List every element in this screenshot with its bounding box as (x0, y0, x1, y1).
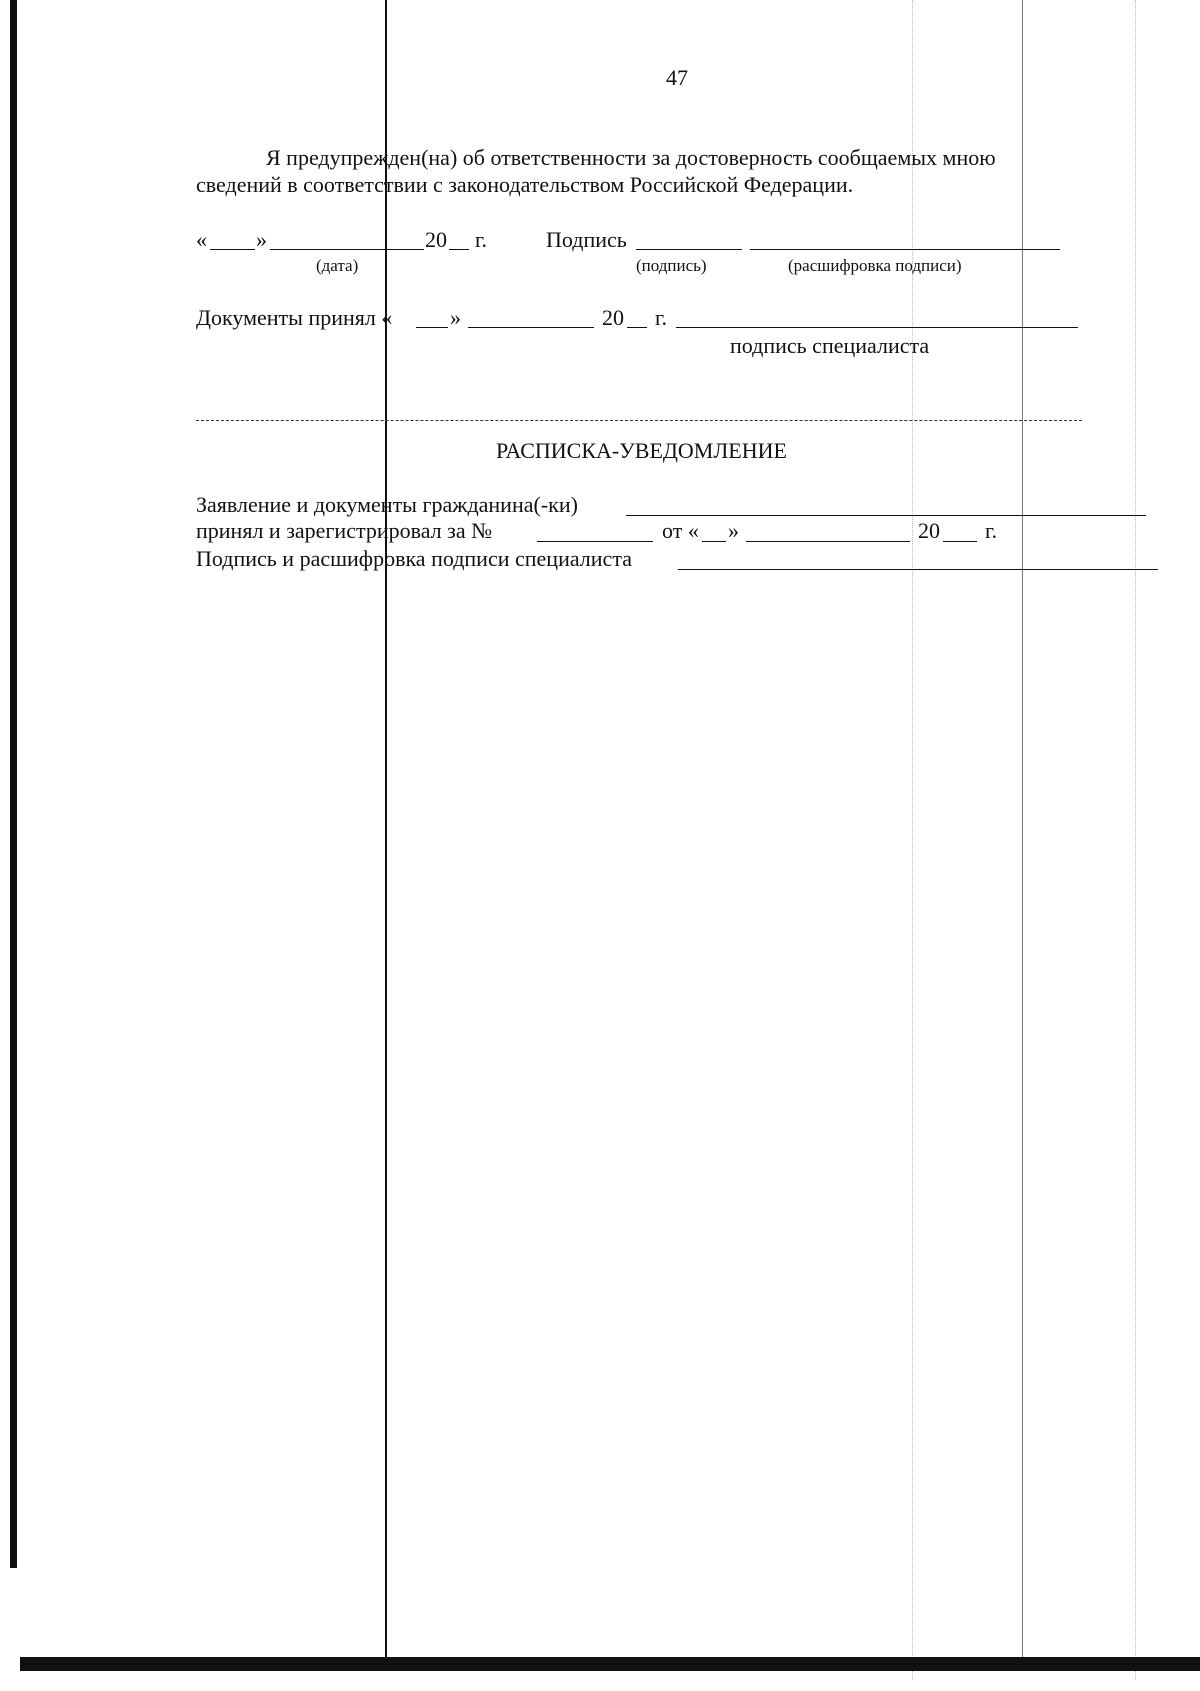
date-close-quote: » (256, 227, 267, 252)
receipt-title: РАСПИСКА-УВЕДОМЛЕНИЕ (496, 438, 787, 463)
accepted-caption: подпись специалиста (730, 333, 930, 358)
page-number: 47 (666, 65, 688, 90)
accepted-year-suffix: г. (655, 305, 668, 330)
accepted-year-blank[interactable] (627, 327, 647, 328)
receipt-line-2-label: принял и зарегистрировал за № (196, 518, 493, 543)
accepted-year: 20 (602, 305, 624, 330)
date-day-blank[interactable] (210, 249, 255, 250)
scan-bottom-bar (20, 1657, 1200, 1671)
date-month-blank[interactable] (270, 249, 424, 250)
accepted-label: Документы принял « (196, 305, 393, 330)
cut-line (196, 420, 1082, 421)
declaration-line-1: Я предупрежден(на) об ответственности за достоверность сообщаемых мною (266, 145, 996, 170)
date-year-blank[interactable] (449, 249, 469, 250)
accepted-month-blank[interactable] (468, 327, 594, 328)
date-year-prefix: 20 (425, 227, 447, 252)
scan-faint-line (1135, 0, 1136, 1680)
caption-date: (дата) (316, 256, 359, 275)
caption-signature: (подпись) (636, 256, 707, 275)
receipt-line-3-label: Подпись и расшифровка подписи специалиста (196, 546, 632, 571)
accepted-day-blank[interactable] (416, 327, 448, 328)
date-open-quote: « (196, 227, 207, 252)
receipt-month-blank[interactable] (746, 541, 910, 542)
scan-left-edge (10, 0, 17, 1568)
date-year-suffix: г. (475, 227, 488, 252)
caption-decoding: (расшифровка подписи) (788, 256, 962, 275)
receipt-close-quote: » (728, 518, 739, 543)
accepted-signature-blank[interactable] (676, 327, 1078, 328)
signature-decoding-blank[interactable] (750, 249, 1060, 250)
declaration-line-2: сведений в соответствии с законодательством Российской Федерации. (196, 172, 854, 197)
receipt-year-suffix: г. (985, 518, 998, 543)
registration-number-blank[interactable] (537, 541, 653, 542)
receipt-from-label: от « (662, 518, 699, 543)
receipt-year-blank[interactable] (943, 541, 977, 542)
receipt-line-1-label: Заявление и документы гражданина(-ки) (196, 492, 578, 517)
scan-faint-line (912, 0, 913, 1680)
accepted-close-quote: » (450, 305, 461, 330)
signature-blank[interactable] (636, 249, 742, 250)
specialist-signature-blank[interactable] (678, 569, 1158, 570)
citizen-name-blank[interactable] (626, 515, 1146, 516)
receipt-year: 20 (918, 518, 940, 543)
receipt-day-blank[interactable] (702, 541, 726, 542)
signature-label: Подпись (546, 227, 627, 252)
